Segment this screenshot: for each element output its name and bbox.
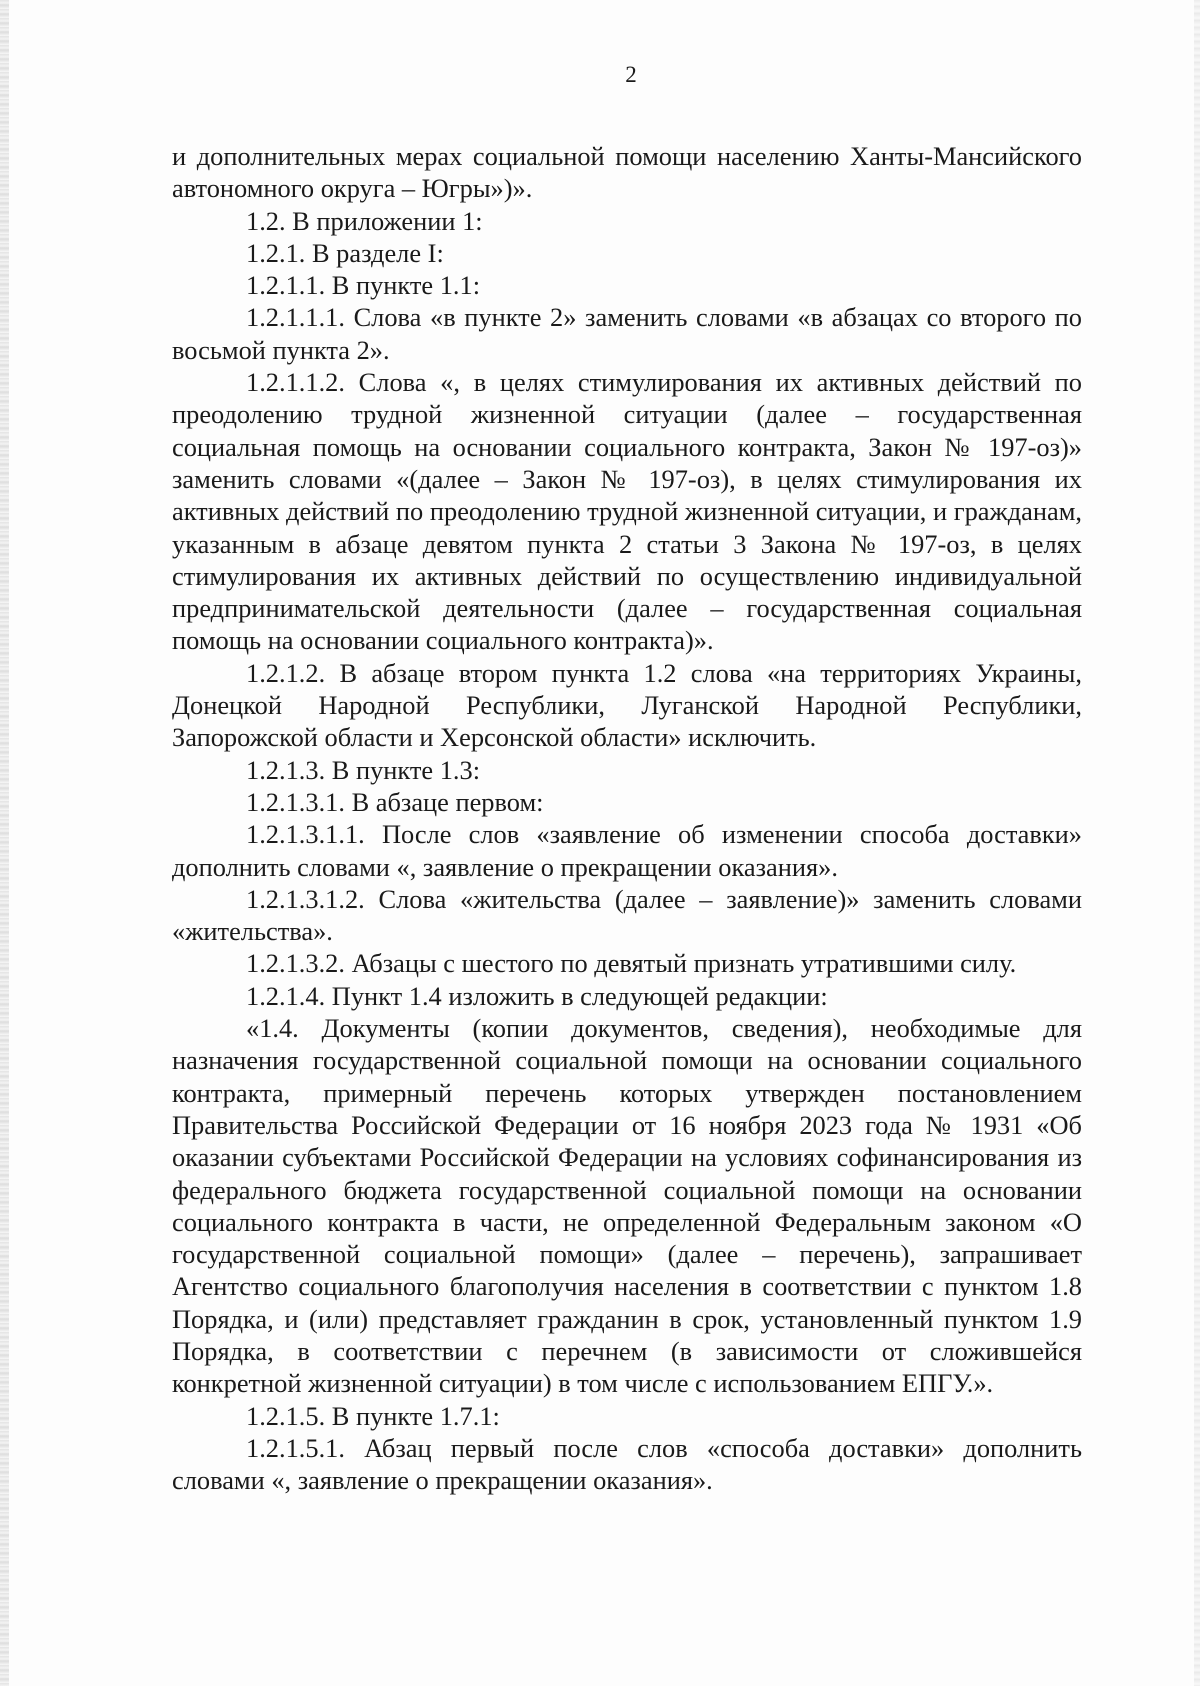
paragraph-1-2-1-3: 1.2.1.3. В пункте 1.3: xyxy=(246,754,481,785)
paragraph-1-2-1: 1.2.1. В разделе I: xyxy=(246,237,444,268)
paragraph-1-2-1-2: 1.2.1.2. В абзаце втором пункта 1.2 слова «на территориях Украины, Донецкой Народной Республики, Луганской Народной Республики, Запорожской области и Херсонской области» исключить. xyxy=(172,657,1082,753)
paragraph-1-2-1-3-1-2: 1.2.1.3.1.2. Слова «жительства (далее – заявление)» заменить словами «жительства». xyxy=(172,883,1082,947)
paragraph-1-2-1-3-1: 1.2.1.3.1. В абзаце первом: xyxy=(246,786,544,817)
paragraph-1-2-1-1: 1.2.1.1. В пункте 1.1: xyxy=(246,270,481,301)
scan-edge-left xyxy=(0,0,9,1686)
paragraph-1-2: 1.2. В приложении 1: xyxy=(246,205,483,236)
paragraph-1-2-1-3-1-1: 1.2.1.3.1.1. После слов «заявление об изменении способа доставки» дополнить словами «, заявление о прекращении оказания». xyxy=(172,819,1082,882)
paragraph-1-2-1-4: 1.2.1.4. Пункт 1.4 изложить в следующей редакции: xyxy=(246,980,828,1011)
scan-edge-right xyxy=(1194,0,1200,1686)
paragraph-1-2-1-1-2: 1.2.1.1.2. Слова «, в целях стимулирования их активных действий по преодолению трудной жизненной ситуации (далее – государственная социальная помощь на основании социального контракта, Закон № 197-оз)» заменить словами «(далее – Закон № 197-оз), в целях стимулирования их активных действий по преодолению трудной жизненной ситуации, и гражданам, указанным в абзаце девятом пункта 2 статьи 3 Закона № 197-оз, в целях стимулирования их активных действий по осуществлению индивидуальной предпринимательской деятельности (далее – государственная социальная помощь на основании социального контракта)». xyxy=(172,367,1082,656)
paragraph-1-2-1-1-1: 1.2.1.1.1. Слова «в пункте 2» заменить словами «в абзацах со второго по восьмой пункта 2». xyxy=(172,302,1082,365)
page-number: 2 xyxy=(625,62,637,87)
document-body xyxy=(172,140,1082,1496)
paragraph-1-2-1-3-2: 1.2.1.3.2. Абзацы с шестого по девятый признать утратившими силу. xyxy=(246,948,1017,979)
paragraph-1-2-1-5: 1.2.1.5. В пункте 1.7.1: xyxy=(246,1400,500,1431)
paragraph-1-2-1-5-1: 1.2.1.5.1. Абзац первый после слов «способа доставки» дополнить словами «, заявление о прекращении оказания». xyxy=(172,1432,1082,1496)
paragraph-1-4-quote: «1.4. Документы (копии документов, сведения), необходимые для назначения государственной социальной помощи на основании социального контракта, примерный перечень которых утвержден постановлением Правительства Российской Федерации от 16 ноября 2023 года № 1931 «Об оказании субъектами Российской Федерации на условиях софинансирования из федерального бюджета государственной социальной помощи на основании социального контракта в части, не определенной Федеральным законом «О государственной социальной помощи» (далее – перечень), запрашивает Агентство социального благополучия населения в соответствии с пунктом 1.8 Порядка, и (или) представляет гражданин в срок, установленный пунктом 1.9 Порядка, в соответствии с перечнем (в зависимости от сложившейся конкретной жизненной ситуации) в том числе с использованием ЕПГУ.». xyxy=(172,1013,1082,1399)
paragraph-continuation: и дополнительных мерах социальной помощи населению Ханты-Мансийского автономного округа – Югры»)». xyxy=(172,141,1082,204)
